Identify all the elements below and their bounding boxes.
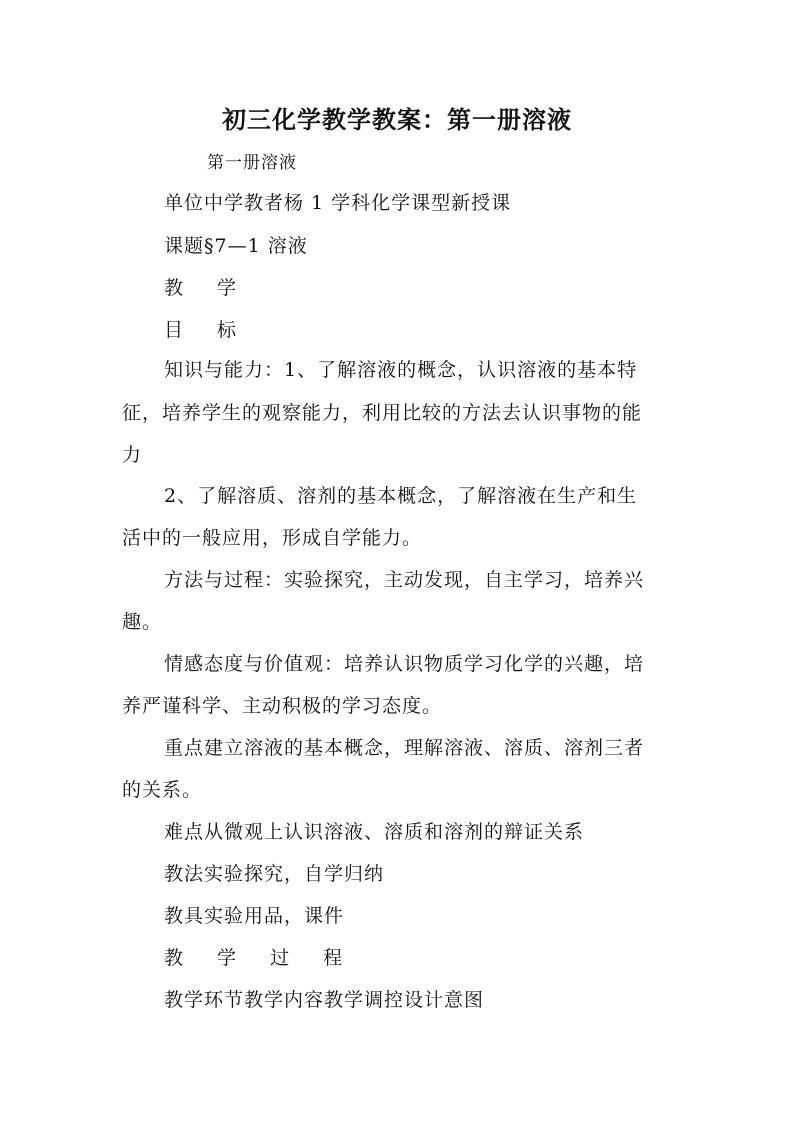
text-line: 目 标 bbox=[164, 319, 251, 341]
text-line: 情感态度与价值观：培养认识物质学习化学的兴趣，培 bbox=[164, 653, 645, 675]
text-line: 单位中学教者杨 1 学科化学课型新授课 bbox=[164, 192, 512, 214]
text-line: 力 bbox=[122, 444, 143, 466]
text-line: 征，培养学生的观察能力，利用比较的方法去认识事物的能 bbox=[122, 402, 643, 424]
text-line: 难点从微观上认识溶液、溶质和溶剂的辩证关系 bbox=[164, 821, 585, 843]
text-line: 趣。 bbox=[122, 611, 163, 633]
text-line: 课题§7—1 溶液 bbox=[164, 235, 308, 257]
text-line: 重点建立溶液的基本概念，理解溶液、溶质、溶剂三者 bbox=[164, 737, 645, 759]
text-line: 教法实验探究，自学归纳 bbox=[164, 863, 385, 885]
text-line: 的关系。 bbox=[122, 779, 203, 801]
text-line: 教 学 过 程 bbox=[164, 947, 357, 969]
text-line: 教具实验用品，课件 bbox=[164, 905, 345, 927]
text-line: 教 学 bbox=[164, 277, 251, 299]
text-line: 养严谨科学、主动积极的学习态度。 bbox=[122, 695, 443, 717]
text-line: 2、了解溶质、溶剂的基本概念，了解溶液在生产和生 bbox=[164, 485, 638, 507]
text-line: 知识与能力：1、了解溶液的概念，认识溶液的基本特 bbox=[164, 359, 638, 381]
text-line: 方法与过程：实验探究，主动发现，自主学习，培养兴 bbox=[164, 569, 645, 591]
document-subtitle: 第一册溶液 bbox=[207, 153, 297, 173]
text-line: 教学环节教学内容教学调控设计意图 bbox=[164, 989, 485, 1011]
text-line: 活中的一般应用，形成自学能力。 bbox=[122, 527, 423, 549]
document-title: 初三化学教学教案：第一册溶液 bbox=[222, 105, 572, 134]
